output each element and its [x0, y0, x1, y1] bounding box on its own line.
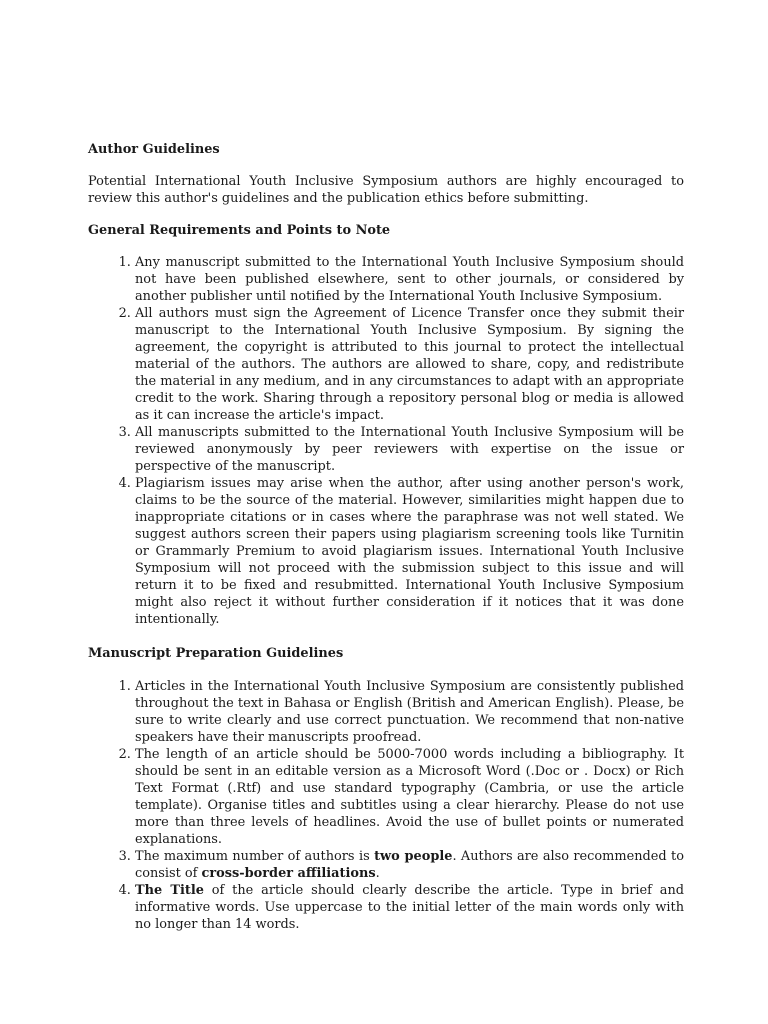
- list-item: 2. The length of an article should be 5000-7000 words including a bibliography. It should be sent in an editable version as a Microsoft Word (.Doc or . Docx) or Rich Text Format (.Rtf) and use standard typography (Cambria, or use the article template). Organise titles and subtitles using a clear hierarchy. Please do not use more than three levels of headlines. Avoid the use of bullet points or numerated explanations.: [135, 746, 684, 848]
- general-requirements-heading: General Requirements and Points to Note: [88, 223, 391, 238]
- bold-text: two people: [374, 849, 453, 864]
- manuscript-preparation-list: [88, 678, 684, 933]
- list-item: 1. Any manuscript submitted to the International Youth Inclusive Symposium should not have been published elsewhere, sent to other journals, or considered by another publisher until notified by the International Youth Inclusive Symposium.: [135, 254, 684, 305]
- author-guidelines-heading: Author Guidelines: [88, 142, 220, 157]
- item-text: .: [375, 866, 380, 881]
- list-item: 2. All authors must sign the Agreement of Licence Transfer once they submit their manuscript to the International Youth Inclusive Symposium. By signing the agreement, the copyright is attributed to this journal to protect the intellectual material of the authors. The authors are allowed to share, copy, and redistribute the material in any medium, and in any circumstances to adapt with an appropriate credit to the work. Sharing through a repository personal blog or media is allowed as it can increase the article's impact.: [135, 305, 684, 424]
- bold-text: cross-border affiliations: [201, 866, 376, 881]
- intro-paragraph: Potential International Youth Inclusive Symposium authors are highly encouraged to review this author's guidelines and the publication ethics before submitting.: [88, 174, 684, 206]
- list-item: [135, 882, 684, 933]
- item-text: of the article should clearly describe the article. Type in brief and informative words. Use uppercase to the initial letter of the main words only with no longer than 14 words.: [135, 883, 684, 932]
- manuscript-preparation-heading: Manuscript Preparation Guidelines: [88, 646, 344, 661]
- document-page: [88, 141, 684, 933]
- list-item: 3. All manuscripts submitted to the International Youth Inclusive Symposium will be reviewed anonymously by peer reviewers with expertise on the issue or perspective of the manuscript.: [135, 424, 684, 475]
- list-item: [135, 848, 684, 882]
- item-text: . Authors are also recommended to consist of: [135, 849, 685, 881]
- list-item: 1. Articles in the International Youth Inclusive Symposium are consistently published throughout the text in Bahasa or English (British and American English). Please, be sure to write clearly and use correct punctuation. We recommend that non-native speakers have their manuscripts proofread.: [135, 678, 684, 746]
- list-item: 4. Plagiarism issues may arise when the author, after using another person's work, claims to be the source of the material. However, similarities might happen due to inappropriate citations or in cases where the paraphrase was not well stated. We suggest authors screen their papers using plagiarism screening tools like Turnitin or Grammarly Premium to avoid plagiarism issues. International Youth Inclusive Symposium will not proceed with the submission subject to this issue and will return it to be fixed and resubmitted. International Youth Inclusive Symposium might also reject it without further consideration if it notices that it was done intentionally.: [135, 475, 684, 628]
- general-requirements-list: [88, 254, 684, 628]
- bold-text: The Title: [135, 883, 204, 898]
- item-text: The maximum number of authors is: [135, 849, 375, 864]
